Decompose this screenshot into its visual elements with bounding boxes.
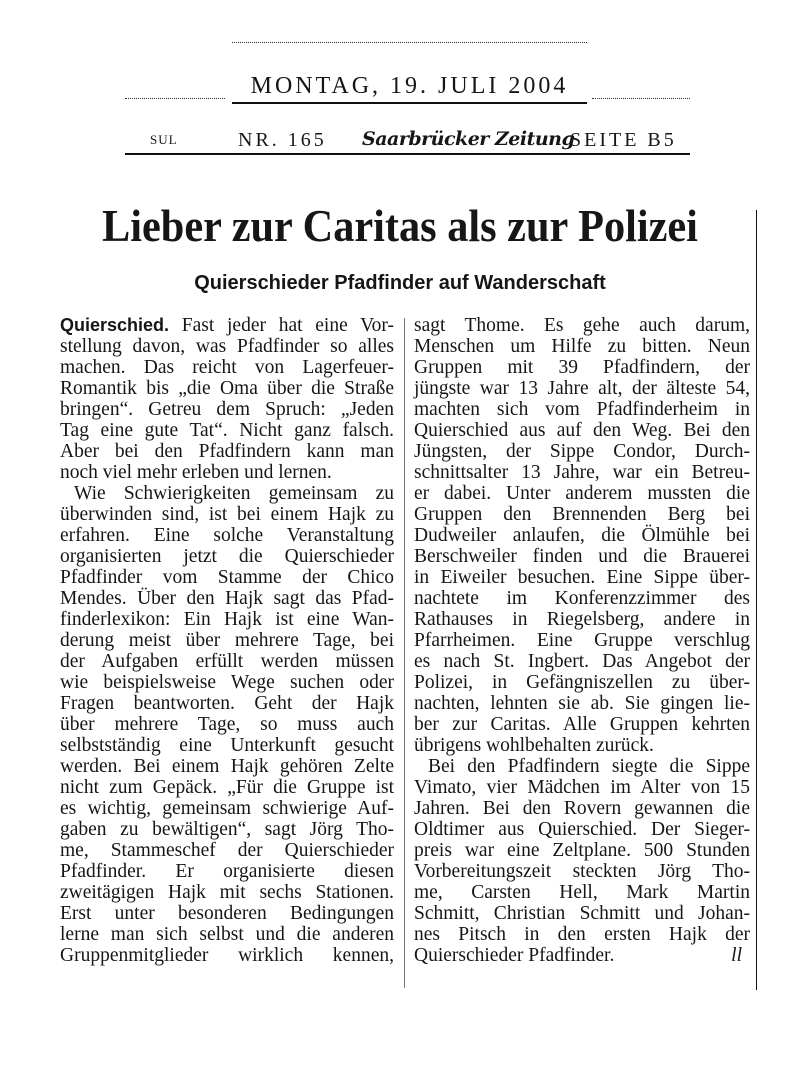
headline: Lieber zur Caritas als zur Polizei (102, 200, 698, 251)
text-line (60, 546, 394, 567)
text-line-body: Romantik bis „die Oma über die Straße (60, 378, 394, 399)
text-line (414, 441, 750, 462)
text-line (414, 483, 750, 504)
text-line-body: machen. Das reicht von Lagerfeuer- (60, 357, 394, 378)
text-line-body: wie beispielsweise Wege suchen oder (60, 672, 394, 693)
text-line-body: Tag eine gute Tat“. Nicht ganz falsch. (60, 420, 394, 441)
text-line (414, 630, 750, 651)
text-line-body: Fragen beantworten. Geht der Hajk (60, 693, 394, 714)
text-line-body: selbstständig eine Unterkunft gesucht (60, 735, 394, 756)
text-line (414, 693, 750, 714)
text-line (414, 378, 750, 399)
text-line (60, 567, 394, 588)
text-line (414, 651, 750, 672)
text-line-body: Vorbereitungszeit steckten Jörg Tho- (414, 861, 750, 882)
text-line-body: Gruppen mit 39 Pfadfindern, der (414, 357, 750, 378)
column-divider (404, 318, 405, 988)
text-line (60, 357, 394, 378)
text-line (414, 882, 750, 903)
text-line (60, 714, 394, 735)
text-line-body: nachten, lehnten sie ab. Sie gingen lie- (414, 693, 750, 714)
text-line (414, 336, 750, 357)
issue-number: NR. 165 (238, 129, 327, 151)
text-line (60, 588, 394, 609)
text-line (60, 672, 394, 693)
text-line (414, 924, 750, 945)
newspaper-logo: Saarbrücker Zeitung (362, 128, 575, 150)
text-line (414, 945, 750, 966)
top-dotted-rule (232, 42, 587, 43)
text-line-body: Gruppen den Brennenden Berg bei (414, 504, 750, 525)
text-line-body: jüngste war 13 Jahre alt, der älteste 54, (414, 378, 750, 399)
text-line-body: Vimato, vier Mädchen im Alter von 15 (414, 777, 750, 798)
text-line-body: Erst unter besonderen Bedingungen (60, 903, 394, 924)
text-line (60, 462, 394, 483)
text-line (414, 462, 750, 483)
text-line-body: es wichtig, gemeinsam schwierige Auf- (60, 798, 394, 819)
date-dotted-left (125, 98, 225, 99)
text-line-body: nes Pitsch in den ersten Hajk der (414, 924, 750, 945)
text-line (414, 420, 750, 441)
text-line (60, 840, 394, 861)
text-line (414, 714, 750, 735)
text-line (60, 903, 394, 924)
text-line (60, 945, 394, 966)
text-line-body: Jüngsten, der Sippe Condor, Durch- (414, 441, 750, 462)
text-line-body: Aber bei den Pfadfindern kann man (60, 441, 394, 462)
text-line-body: Oldtimer aus Quierschied. Der Sieger- (414, 819, 750, 840)
text-line-body: überwinden sind, ist bei einem Hajk zu (60, 504, 394, 525)
author-signature: ll (731, 945, 742, 966)
text-line-body: stellung davon, was Pfadfinder so alles (60, 336, 394, 357)
text-line (60, 882, 394, 903)
text-line (414, 735, 750, 756)
text-line-body: Gruppenmitglieder wirklich kennen, (60, 945, 394, 966)
text-line-body: organisierten jetzt die Quierschieder (60, 546, 394, 567)
text-line (60, 651, 394, 672)
text-line-body: preis war eine Zeltplane. 500 Stunden (414, 840, 750, 861)
text-line (60, 420, 394, 441)
text-line-body: Pfadfinder. Er organisierte diesen (60, 861, 394, 882)
text-line (60, 441, 394, 462)
text-line-body: Menschen um Hilfe zu bitten. Neun (414, 336, 750, 357)
text-line (414, 903, 750, 924)
text-line-body: Bei den Pfadfindern siegte die Sippe (428, 756, 750, 777)
text-line (414, 861, 750, 882)
text-line (414, 819, 750, 840)
text-line-body: in Eiweiler besuchen. Eine Sippe über- (414, 567, 750, 588)
article-column-right (414, 315, 750, 966)
text-line-body: bringen“. Getreu dem Spruch: „Jeden (60, 399, 394, 420)
text-line (60, 819, 394, 840)
text-line (414, 504, 750, 525)
text-line-body: erfahren. Eine solche Veranstaltung (60, 525, 394, 546)
text-line (414, 399, 750, 420)
edition-label: SUL (150, 132, 178, 147)
text-line-body: Schmitt, Christian Schmitt und Johan- (414, 903, 750, 924)
side-rule (756, 210, 757, 990)
text-line (414, 525, 750, 546)
text-line (60, 630, 394, 651)
text-line-body: Polizei, in Gefängniszellen zu über- (414, 672, 750, 693)
text-line-body: er dabei. Unter anderem mussten die (414, 483, 750, 504)
dateline: Quierschied. (60, 315, 170, 335)
text-line-body: Wie Schwierigkeiten gemeinsam zu (74, 483, 394, 504)
text-line-body: schnittsalter 13 Jahre, war ein Betreu- (414, 462, 750, 483)
text-line-body: werden. Bei einem Hajk gehören Zelte (60, 756, 394, 777)
text-line (60, 399, 394, 420)
text-line (60, 777, 394, 798)
date-dotted-right (592, 98, 690, 99)
text-line (414, 315, 750, 336)
page-number: SEITE B5 (570, 129, 677, 151)
date-line: MONTAG, 19. JULI 2004 (250, 73, 569, 99)
text-line (60, 504, 394, 525)
text-line (60, 525, 394, 546)
text-line (60, 315, 394, 336)
text-line-body: Pfadfinder vom Stamme der Chico (60, 567, 394, 588)
text-line-body: derung meist über mehrere Tage, bei (60, 630, 394, 651)
date-underline (232, 102, 587, 104)
text-line-body: finderlexikon: Ein Hajk ist eine Wan- (60, 609, 394, 630)
text-line-body: Fast jeder hat eine Vor- (181, 315, 395, 336)
text-line-body: Rathauses in Riegelsberg, andere in (414, 609, 750, 630)
text-line-body: noch viel mehr erleben und lernen. (60, 462, 332, 483)
text-line (414, 546, 750, 567)
text-line (60, 924, 394, 945)
text-line-body: nachtete im Konferenzzimmer des (414, 588, 750, 609)
text-line (414, 756, 750, 777)
text-line (60, 378, 394, 399)
text-line-body: nicht zum Gepäck. „Für die Gruppe ist (60, 777, 394, 798)
masthead-rule (125, 153, 690, 155)
text-line (60, 756, 394, 777)
text-line-body: ber zur Caritas. Alle Gruppen kehrten (414, 714, 750, 735)
text-line (414, 567, 750, 588)
text-line-body: übrigens wohlbehalten zurück. (414, 735, 654, 756)
text-line (60, 693, 394, 714)
text-line (414, 840, 750, 861)
text-line (60, 861, 394, 882)
text-line-body: Berschweiler finden und die Brauerei (414, 546, 750, 567)
text-line (60, 798, 394, 819)
text-line-body: Quierschied aus auf den Weg. Bei den (414, 420, 750, 441)
text-line-body: Jahren. Bei den Rovern gewannen die (414, 798, 750, 819)
text-line (60, 735, 394, 756)
text-line-body: Quierschieder Pfadfinder. (414, 945, 615, 966)
text-line (414, 588, 750, 609)
text-line-body: über mehrere Tage, so muss auch (60, 714, 394, 735)
text-line-body: me, Stammeschef der Quierschieder (60, 840, 394, 861)
text-line (414, 672, 750, 693)
text-line-body: me, Carsten Hell, Mark Martin (414, 882, 750, 903)
text-line-body: gaben zu bewältigen“, sagt Jörg Tho- (60, 819, 394, 840)
text-line-body: lerne man sich selbst und die anderen (60, 924, 394, 945)
text-line-body: es nach St. Ingbert. Das Angebot der (414, 651, 750, 672)
text-line-body: Pfarrheimen. Eine Gruppe verschlug (414, 630, 750, 651)
text-line-body: der Aufgaben erfüllt werden müssen (60, 651, 394, 672)
text-line-body: machten sich vom Pfadfinderheim in (414, 399, 750, 420)
article-column-left (60, 315, 394, 966)
subheadline: Quierschieder Pfadfinder auf Wanderschaft (194, 272, 606, 294)
text-line (60, 336, 394, 357)
text-line-body: Dudweiler anlaufen, die Ölmühle bei (414, 525, 750, 546)
text-line (414, 798, 750, 819)
text-line (60, 483, 394, 504)
text-line-body: sagt Thome. Es gehe auch darum, (414, 315, 750, 336)
text-line-body: Mendes. Über den Hajk sagt das Pfad- (60, 588, 394, 609)
text-line (414, 609, 750, 630)
text-line (414, 357, 750, 378)
text-line (414, 777, 750, 798)
text-line-body: zweitägigen Hajk mit sechs Stationen. (60, 882, 394, 903)
text-line (60, 609, 394, 630)
